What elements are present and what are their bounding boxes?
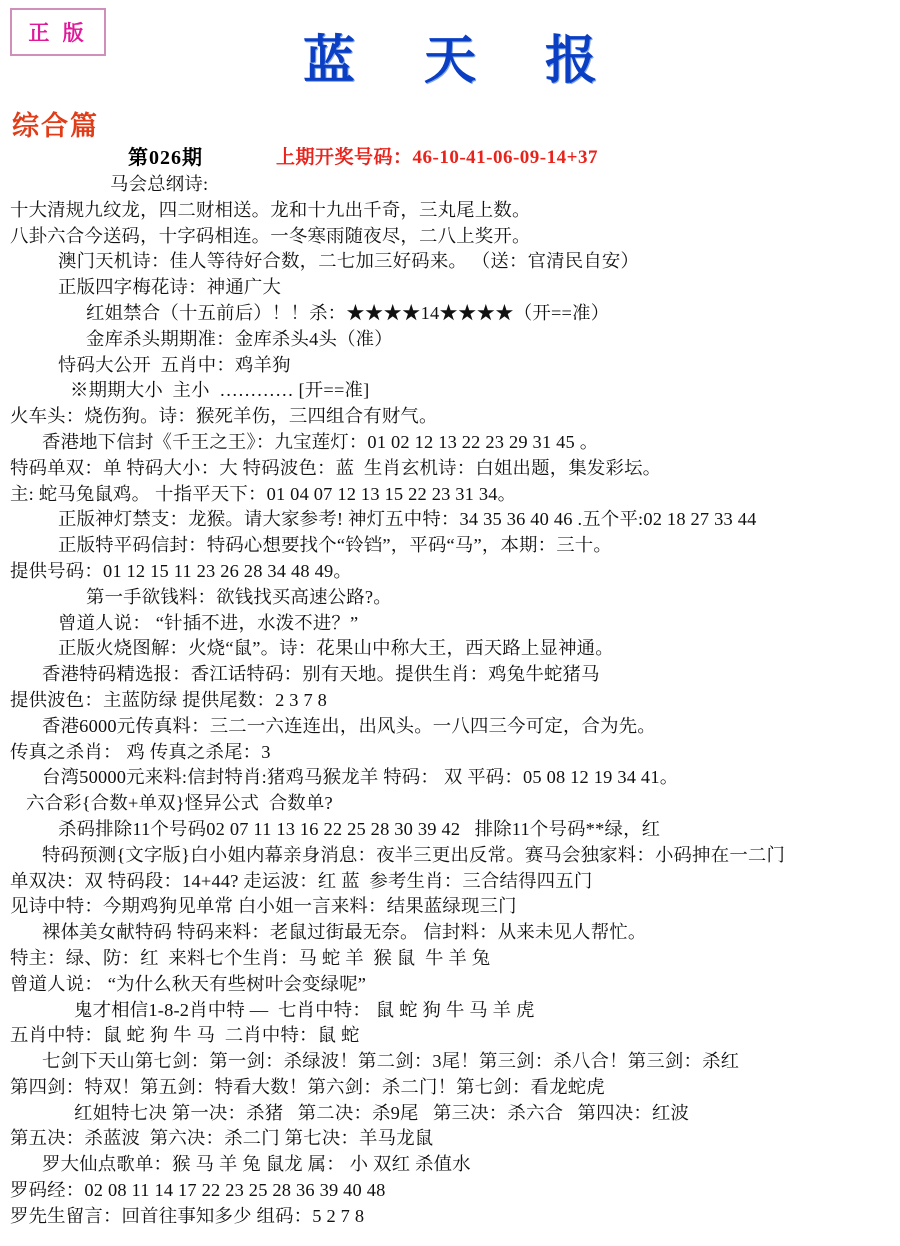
article-line: 裸体美女献特码 特码来料：老鼠过街最无奈。 信封料：从来未见人帮忙。: [42, 922, 647, 943]
article-line: 第五决：杀蓝波 第六决：杀二门 第七决：羊马龙鼠: [10, 1128, 434, 1149]
article-line: 罗码经：02 08 11 14 17 22 23 25 28 36 39 40 48: [10, 1180, 386, 1201]
official-stamp: 正 版: [10, 8, 106, 56]
article-line: 第四剑：特双！第五剑：特看大数！第六剑：杀二门！第七剑：看龙蛇虎: [10, 1076, 605, 1097]
article-line: 第一手欲钱料：欲钱找买高速公路?。: [86, 586, 392, 607]
article-line: 主: 蛇马兔鼠鸡。 十指平天下：01 04 07 12 13 15 22 23 31 34。: [10, 483, 517, 504]
article-line: 曾道人说： “为什么秋天有些树叶会变绿呢”: [10, 973, 367, 994]
article-line: 十大清规九纹龙，四二财相送。龙和十九出千奇，三丸尾上数。: [10, 199, 531, 220]
article-line: 正版火烧图解：火烧“鼠”。诗：花果山中称大王，西天路上显神通。: [58, 638, 614, 659]
article-line: 正版四字梅花诗：神通广大: [58, 277, 282, 298]
article-line: 八卦六合今送码，十字码相连。一冬寒雨随夜尽，二八上奖开。: [10, 225, 531, 246]
article-line: 提供波色：主蓝防绿 提供尾数：2 3 7 8: [10, 689, 328, 710]
article-line: 七剑下天山第七剑：第一剑：杀绿波！第二剑：3尾！第三剑：杀八合！第三剑：杀红: [42, 1051, 740, 1072]
issue-number: 第026期: [128, 147, 203, 169]
article-line: 曾道人说： “针插不进，水泼不进？”: [58, 612, 359, 633]
article-line: 罗先生留言：回首往事知多少 组码：5 2 7 8: [10, 1205, 365, 1226]
article-line: 五肖中特：鼠 蛇 狗 牛 马 二肖中特：鼠 蛇: [10, 1025, 360, 1046]
last-draw-numbers: 上期开奖号码：46-10-41-06-09-14+37: [276, 147, 598, 168]
article-line: 六合彩{合数+单双}怪异公式 合数单?: [26, 793, 333, 814]
article-line: 杀码排除11个号码02 07 11 13 16 22 25 28 30 39 42 排除11个号码**绿，红: [58, 818, 661, 839]
article-line: 金库杀头期期准：金库杀头4头（准）: [86, 328, 393, 349]
article-line: 罗大仙点歌单：猴 马 羊 兔 鼠龙 属： 小 双红 杀值水: [42, 1154, 471, 1175]
article-line: 鬼才相信1-8-2肖中特 — 七肖中特： 鼠 蛇 狗 牛 马 羊 虎: [74, 999, 535, 1020]
article-line: 香港特码精选报：香江话特码：别有天地。提供生肖：鸡兔牛蛇猪马: [42, 664, 600, 685]
article-line: 恃码大公开 五肖中：鸡羊狗: [58, 354, 291, 375]
article-line: 台湾50000元来料:信封特肖:猪鸡马猴龙羊 特码： 双 平码：05 08 12 19 34 41。: [42, 767, 679, 788]
page-title: 蓝 天 报: [302, 33, 625, 90]
article-line: 红姐特七决 第一决：杀猪 第二决：杀9尾 第三决：杀六合 第四决：红波: [74, 1102, 690, 1123]
article-line: 传真之杀肖： 鸡 传真之杀尾：3: [10, 741, 271, 762]
section-label: 综合篇: [12, 111, 99, 141]
article-line: 澳门天机诗：佳人等待好合数，二七加三好码来。 （送：官清民自安）: [58, 251, 640, 272]
article-line: 提供号码：01 12 15 11 23 26 28 34 48 49。: [10, 560, 352, 581]
article-line: 红姐禁合（十五前后）！！杀：★★★★14★★★★（开==准）: [86, 302, 610, 323]
article-line: ※期期大小 主小 ………… [开==准]: [70, 380, 370, 401]
article-line: 香港地下信封《千王之王》：九宝莲灯：01 02 12 13 22 23 29 31 45 。: [42, 431, 599, 452]
article-line: 香港6000元传真料：三二一六连连出，出风头。一八四三今可定，合为先。: [42, 715, 656, 736]
article-line: 单双决：双 特码段：14+44? 走运波：红 蓝 参考生肖：三合结得四五门: [10, 870, 593, 891]
article-line: 正版神灯禁支：龙猴。请大家参考! 神灯五中特：34 35 36 40 46 .五个平:02 18 27 33 44: [58, 509, 757, 530]
article-line: 特码单双：单 特码大小：大 特码波色：蓝 生肖玄机诗：白姐出题，集发彩坛。: [10, 457, 662, 478]
article-line: 见诗中特：今期鸡狗见单常 白小姐一言来料：结果蓝绿现三门: [10, 896, 517, 917]
article-line: 特主：绿、防：红 来料七个生肖：马 蛇 羊 猴 鼠 牛 羊 兔: [10, 947, 491, 968]
article-line: 正版特平码信封：特码心想要找个“铃铛”，平码“马”，本期：三十。: [58, 535, 612, 556]
article-line: 特码预测{文字版}白小姐内幕亲身消息：夜半三更出反常。赛马会独家料：小码抻在一二门: [42, 844, 786, 865]
article-body: [0, 172, 900, 1230]
article-line: 火车头：烧伤狗。诗：猴死羊伤，三四组合有财气。: [10, 406, 438, 427]
article-line: 马会总纲诗:: [110, 174, 209, 194]
